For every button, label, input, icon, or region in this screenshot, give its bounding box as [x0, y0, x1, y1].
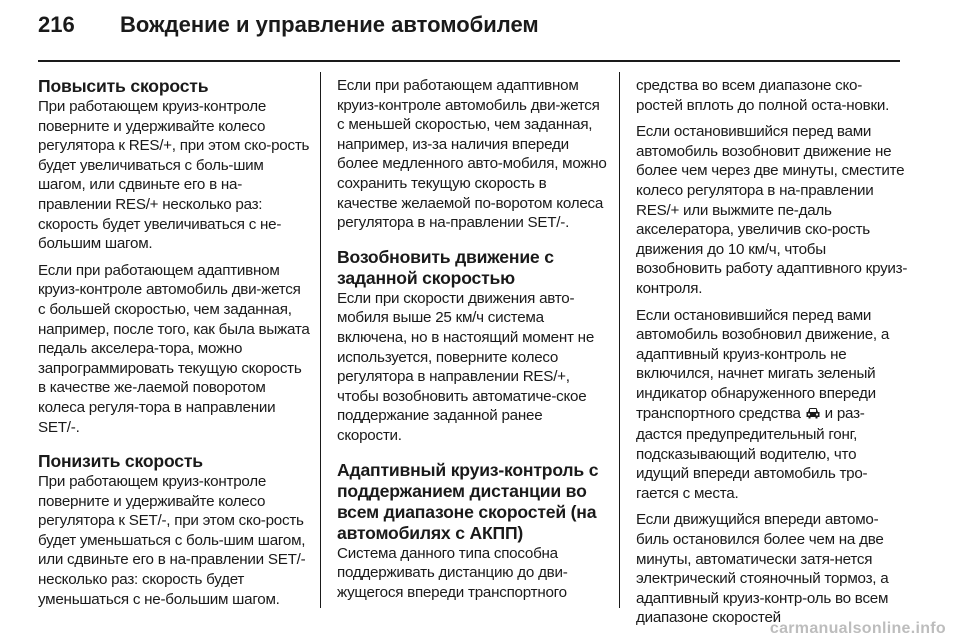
paragraph: Система данного типа способна поддерживать дистанцию до дви-жущегося впереди транспортного	[337, 544, 568, 601]
vehicle-ahead-icon	[805, 406, 821, 426]
paragraph-text: и раз-дастся предупредительный гонг, подсказывающий водителю, что идущий впереди автомобиль тро-гается с места.	[636, 404, 868, 502]
column-divider	[320, 72, 321, 608]
column-right	[636, 76, 908, 635]
paragraph-text: Если остановившийся перед вами автомобиль возобновил движение, а адаптивный круиз-контроль не включился, начнет мигать зеленый индикатор обнаруженного впереди транспортного средства	[636, 306, 890, 422]
paragraph: Если движущийся впереди автомо-биль остановился более чем на две минуты, автоматически затя-нется электрический стояночный тормоз, а адаптивный круиз-контр-оль во всем диапазоне скоростей	[636, 511, 889, 627]
column-divider	[619, 72, 620, 608]
paragraph: Если при работающем адаптивном круиз-контроле автомобиль дви-жется с большей скоростью, чем заданная, например, после того, как была выжата педаль акселера-тора, можно запрограммировать текущую скорость в качестве же-лаемой поворотом колеса регуля-тора в направлении SET/-.	[38, 261, 310, 436]
paragraph: средства во всем диапазоне ско-ростей вплоть до полной оста-новки.	[636, 77, 890, 114]
watermark: carmanualsonline.info	[769, 620, 946, 637]
paragraph: При работающем круиз-контроле поверните и удерживайте колесо регулятора к SET/-, при этом ско-рость будет уменьшаться с боль-шим шагом, или сдвиньте его в на-правлении SET/- несколько раз: скорость будет уменьшаться с не-большим шагом.	[38, 473, 306, 608]
paragraph: Если при скорости движения авто-мобиля выше 25 км/ч система включена, но в настоящий момент не используется, поверните колесо регулятора в направлении RES/+, чтобы возобновить автоматиче-ское поддержание заданной ранее скорости.	[337, 289, 595, 444]
page-header	[38, 12, 908, 52]
paragraph: Если остановившийся перед вами автомобиль возобновит движение не более чем через две минуты, сместите колесо регулятора в на-правлении RES/+ или выжмите пе-даль акселератора, увеличив ско-рость движения до 10 км/ч, чтобы возобновить работу адаптивного круиз-контроля.	[636, 123, 908, 297]
column-middle	[337, 76, 609, 609]
section-heading: Повысить скорость	[38, 76, 209, 96]
section-heading: Возобновить движение с заданной скоростью	[337, 246, 554, 288]
page-number: 216	[38, 12, 75, 37]
section-heading: Адаптивный круиз-контроль с поддержанием дистанции во всем диапазоне скоростей (на автомобилях с АКПП)	[337, 459, 599, 543]
chapter-title: Вождение и управление автомобилем	[120, 12, 539, 37]
header-rule	[38, 60, 900, 62]
paragraph: При работающем круиз-контроле поверните и удерживайте колесо регулятора к RES/+, при этом ско-рость будет увеличиваться с боль-шим шагом, или сдвиньте его в на-правлении RES/+ несколько раз: скорость будет увеличиваться с не-большим шагом.	[38, 98, 310, 253]
paragraph: Если при работающем адаптивном круиз-контроле автомобиль дви-жется с меньшей скоростью, чем заданная, например, из-за наличия впереди более медленного авто-мобиля, можно сохранить текущую скорость в качестве желаемой по-воротом колеса регулятора в на-правлении SET/-.	[337, 77, 607, 232]
column-left	[38, 76, 310, 616]
paragraph	[636, 306, 908, 504]
section-heading: Понизить скорость	[38, 451, 203, 472]
